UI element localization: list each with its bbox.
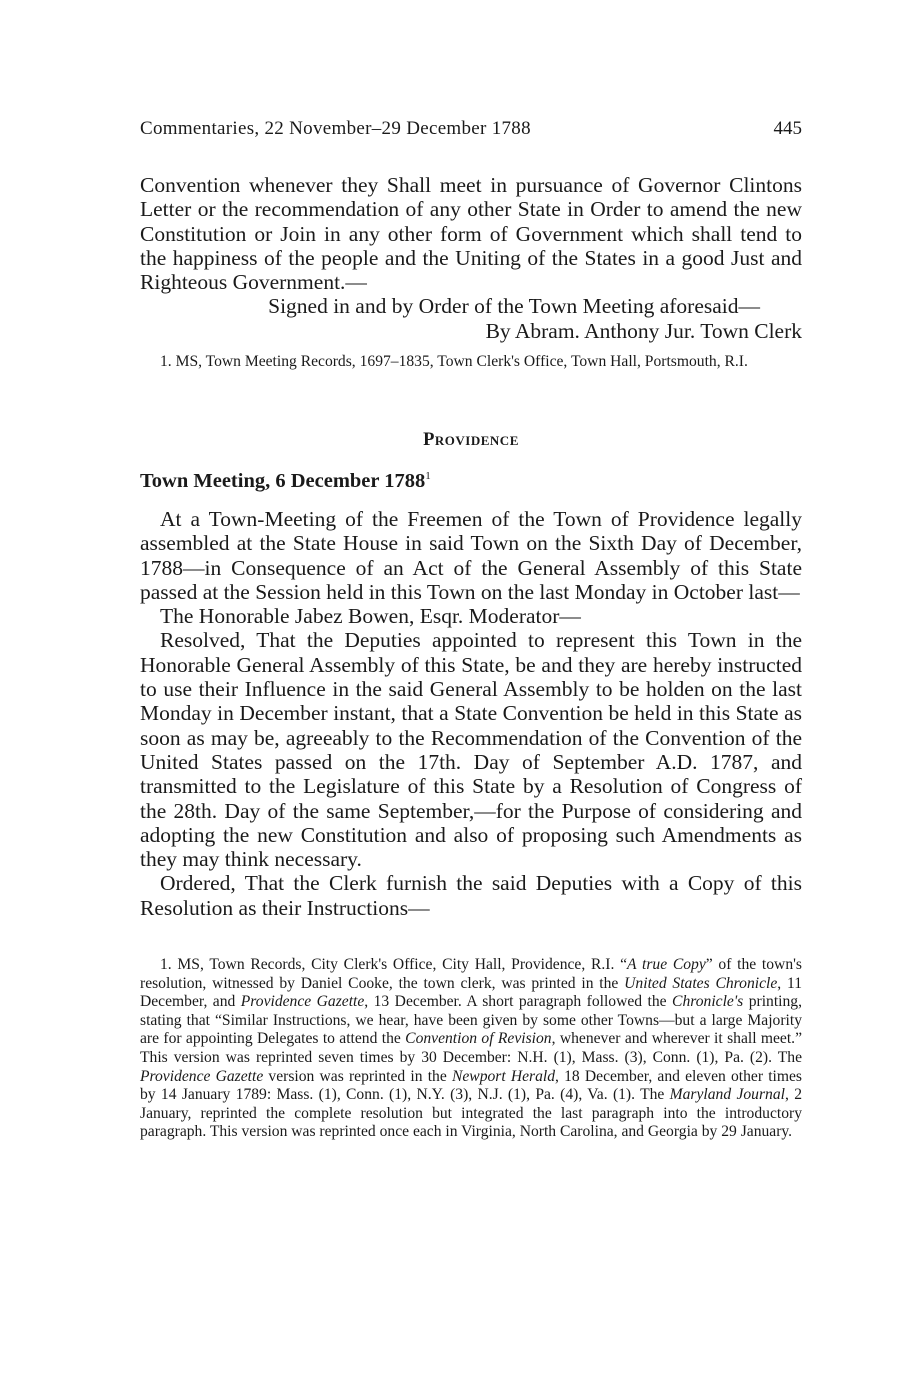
resolution-paragraph: Resolved, That the Deputies appointed to represent this Town in the Honorable General Assembly of this State, be and they are hereby instructed to use their Influence in the said General Assembly to be holden on the last Monday in December instant, that a State Convention be held in this State as soon as may be, agreeably to the Recommendation of the Convention of the United States passed on the 17th. Day of September A.D. 1787, and transmitted to the Legislature of this State by a Resolution of Congress of the 28th. Day of the same September,—for the Purpose of considering and adopting the new Constitution and also of proposing such Amendments as they may think necessary. [140,628,802,872]
footnote-providence [140,956,802,1142]
section-heading: Providence [423,430,519,450]
continuation-paragraph: Convention whenever they Shall meet in pursuance of Governor Clintons Letter or the recommendation of any other State in Order to amend the new Constitution or Join in any other form of Government which shall tend to the happiness of the people and the Uniting of the States in a good Just and Righteous Government.— [140,173,802,295]
footnote-text: 1. MS, Town Meeting Records, 1697–1835, Town Clerk's Office, Town Hall, Portsmouth, R.I. [160,353,748,370]
document-title [140,470,802,493]
document-title-text: Town Meeting, 6 December 1788 [140,470,426,492]
meeting-record [140,507,802,920]
moderator-paragraph: The Honorable Jabez Bowen, Esqr. Moderator— [160,604,581,629]
continuation-block [140,173,802,343]
town-clerk-line: By Abram. Anthony Jur. Town Clerk [485,318,802,343]
running-head: Commentaries, 22 November–29 December 1788 [140,118,531,139]
page-number: 445 [773,118,802,139]
title-note-marker: 1 [425,470,431,483]
signature-line: Signed in and by Order of the Town Meeting aforesaid— [268,294,760,319]
footnote-text: 1. MS, Town Records, City Clerk's Office, City Hall, Providence, R.I. “A true Copy” of the town's resolution, witnessed by Daniel Cooke, the town clerk, was printed in the United States Chronicle, 11 December, and Providence Gazette, 13 December. A short paragraph followed the Chronicle's printing, stating that “Similar Instructions, we hear, have been given by some other Towns—but a large Majority are for appointing Delegates to attend the Convention of Revision, whenever and wherever it shall meet.” This version was reprinted seven times by 30 December: N.H. (1), Mass. (3), Conn. (1), Pa. (2). The Providence Gazette version was reprinted in the Newport Herald, 18 December, and eleven other times by 14 January 1789: Mass. (1), Conn. (1), N.Y. (3), N.J. (1), Pa. (4), Va. (1). The Maryland Journal, 2 January, reprinted the complete resolution but integrated the last paragraph into the introductory paragraph. This version was reprinted once each in Virginia, North Carolina, and Georgia by 29 January. [140,956,803,1141]
page-header [140,118,802,154]
footnote-portsmouth [140,353,802,372]
order-paragraph: Ordered, That the Clerk furnish the said Deputies with a Copy of this Resolution as their Instructions— [140,871,802,920]
meeting-paragraph-1: At a Town-Meeting of the Freemen of the Town of Providence legally assembled at the State House in said Town on the Sixth Day of December, 1788—in Consequence of an Act of the General Assembly of this State passed at the Session held in this Town on the last Monday in October last— [140,507,802,604]
